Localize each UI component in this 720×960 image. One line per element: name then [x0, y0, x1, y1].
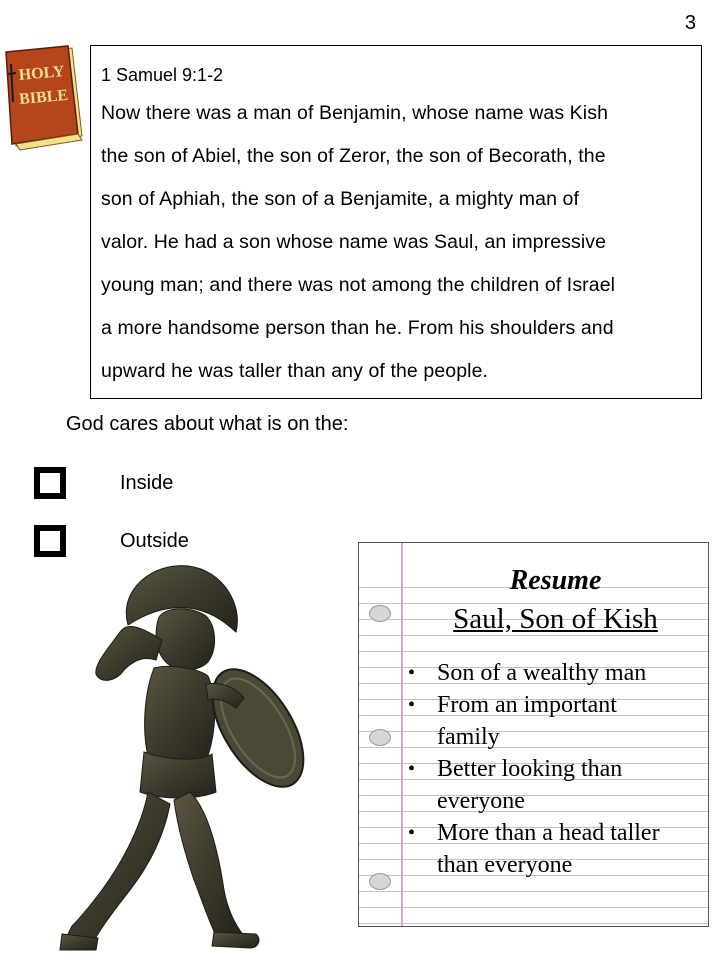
scripture-line: Now there was a man of Benjamin, whose name was Kish: [101, 102, 609, 124]
resume-heading: Resume: [509, 565, 602, 596]
scripture-line: son of Aphiah, the son of a Benjamite, a mighty man of: [101, 188, 580, 210]
scripture-line: upward he was taller than any of the people.: [101, 360, 489, 382]
list-item: • Better looking than everyone: [437, 753, 698, 817]
choice-label-inside: Inside: [120, 472, 174, 494]
list-item: • Son of a wealthy man: [437, 657, 698, 689]
resume-subject-name: Saul, Son of Kish: [453, 603, 658, 635]
scripture-box: [90, 45, 702, 399]
spartan-warrior-statue-image: [58, 560, 328, 952]
inside-checkbox[interactable]: [34, 467, 66, 499]
scripture-line: valor. He had a son whose name was Saul, an impressive: [101, 231, 607, 253]
choice-inside[interactable]: [34, 467, 174, 499]
resume-notepad: [358, 542, 709, 927]
outside-checkbox[interactable]: [34, 525, 66, 557]
scripture-line: a more handsome person than he. From his shoulders and: [101, 317, 614, 339]
binder-hole: [369, 605, 391, 622]
list-item: • More than a head taller than everyone: [437, 817, 698, 881]
scripture-line: young man; and there was not among the children of Israel: [101, 274, 616, 296]
holy-bible-icon: [2, 44, 86, 154]
page-number: 3: [684, 12, 696, 34]
scripture-reference: 1 Samuel 9:1-2: [101, 65, 224, 85]
question-prompt: God cares about what is on the:: [66, 413, 349, 435]
scripture-text: [101, 92, 691, 393]
binder-hole: [369, 873, 391, 890]
list-item: • From an important family: [437, 689, 698, 753]
bible-title-line2: BIBLE: [18, 86, 69, 109]
binder-hole: [369, 729, 391, 746]
scripture-line: the son of Abiel, the son of Zeror, the son of Becorath, the: [101, 145, 606, 167]
bible-title-line1: HOLY: [18, 63, 66, 84]
notepad-margin-line: [401, 543, 403, 926]
choice-label-outside: Outside: [120, 530, 189, 552]
resume-list: [407, 657, 698, 881]
choice-outside[interactable]: [34, 525, 189, 557]
